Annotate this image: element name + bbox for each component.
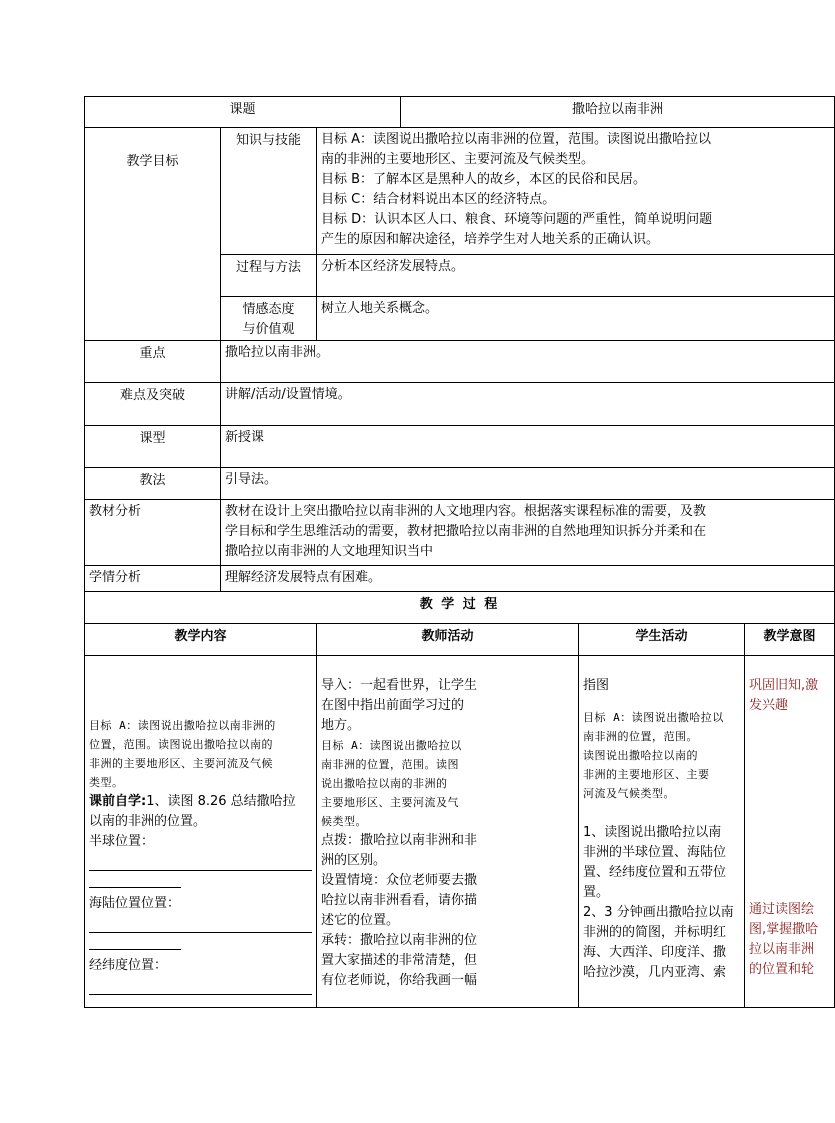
teaching-content-cell (85, 656, 317, 1008)
col-header-intent: 教学意图 (745, 624, 835, 656)
col-header-content: 教学内容 (85, 624, 317, 656)
teacher-activity-cell: 导入：一起看世界，让学生 在图中指出前面学习过的 地方。 目标 A：读图说出撒哈拉以 南非洲的位置，范围。读图 说出撒哈拉以南的非洲的 主要地形区、主要河流及气 候类型。 点拨：撒哈拉以南非洲和非 洲的区别。 设置情境：众位老师要去撒 哈拉以南非洲看看，请你描 述它的位置。 承转：撒哈拉以南非洲的位 置大家描述的非常清楚，但 有位老师说，你给我画一幅 (317, 656, 579, 1008)
col-header-teacher: 教师活动 (317, 624, 579, 656)
teaching-method-content: 引导法。 (221, 468, 835, 500)
key-point-label: 重点 (85, 341, 221, 383)
pre-study: 课前自学:1、读图 8.26 总结撒哈拉 以南的非洲的位置。 (89, 794, 296, 829)
content-target-a: 目标 A：读图说出撒哈拉以南非洲的 位置，范围。读图说出撒哈拉以南的 非洲的主要地形区、主要河流及气候 类型。 (89, 719, 276, 789)
field-latlon-label: 经纬度位置： (89, 958, 168, 973)
field-land-sea-label: 海陆位置位置： (89, 896, 181, 911)
lesson-plan-table (84, 96, 835, 1008)
field-land-sea-line (89, 918, 312, 933)
learner-analysis-label: 学情分析 (85, 566, 221, 592)
difficulty-content: 讲解/活动/设置情境。 (221, 383, 835, 426)
lesson-type-label: 课型 (85, 426, 221, 468)
knowledge-skills-label: 知识与技能 (221, 128, 317, 255)
teaching-method-label: 教法 (85, 468, 221, 500)
topic-label: 课题 (85, 97, 401, 128)
field-hemisphere-label: 半球位置： (89, 834, 155, 849)
topic-title: 撒哈拉以南非洲 (401, 97, 835, 128)
knowledge-skills-content: 目标 A：读图说出撒哈拉以南非洲的位置，范围。读图说出撒哈拉以 南的非洲的主要地形区、主要河流及气候类型。 目标 B：了解本区是黑种人的故乡，本区的民俗和民居。 目标 C：结合材料说出本区的经济特点。 目标 D：认识本区人口、粮食、环境等问题的严重性，简单说明问题 产生的原因和解决途径，培养学生对人地关系的正确认识。 (317, 128, 835, 255)
process-method-content: 分析本区经济发展特点。 (317, 255, 835, 297)
attitude-values-content: 树立人地关系概念。 (317, 297, 835, 341)
lesson-type-content: 新授课 (221, 426, 835, 468)
attitude-values-label: 情感态度 与价值观 (221, 297, 317, 341)
process-title: 教 学 过 程 (85, 592, 835, 624)
student-activity-cell: 指图 目标 A：读图说出撒哈拉以 南非洲的位置，范围。 读图说出撒哈拉以南的 非洲的主要地形区、主要 河流及气候类型。 1、读图说出撒哈拉以南 非洲的半球位置、海陆位 置、经纬度位置和五带位 置。 2、3 分钟画出撒哈拉以南 非洲的的简图，并标明红 海、大西洋、印度洋、撒 哈拉沙漠，几内亚湾、索 (579, 656, 745, 1008)
material-analysis-content: 教材在设计上突出撒哈拉以南非洲的人文地理内容。根据落实课程标准的需要，及教 学目标和学生思维活动的需要，教材把撒哈拉以南非洲的自然地理知识拆分并柔和在 撒哈拉以南非洲的人文地理知识当中 (221, 500, 835, 566)
teaching-intent-cell: 巩固旧知,激 发兴趣 通过读图绘 图,掌握撒哈 拉以南非洲 的位置和轮 (745, 656, 835, 1008)
learner-analysis-content: 理解经济发展特点有困难。 (221, 566, 835, 592)
material-analysis-label: 教材分析 (85, 500, 221, 566)
field-hemisphere-line (89, 856, 312, 871)
field-latlon-line (89, 980, 312, 995)
col-header-student: 学生活动 (579, 624, 745, 656)
process-method-label: 过程与方法 (221, 255, 317, 297)
key-point-content: 撒哈拉以南非洲。 (221, 341, 835, 383)
objectives-label: 教学目标 (85, 128, 221, 341)
field-hemisphere-line-2 (89, 873, 181, 888)
difficulty-label: 难点及突破 (85, 383, 221, 426)
field-land-sea-line-2 (89, 935, 181, 950)
